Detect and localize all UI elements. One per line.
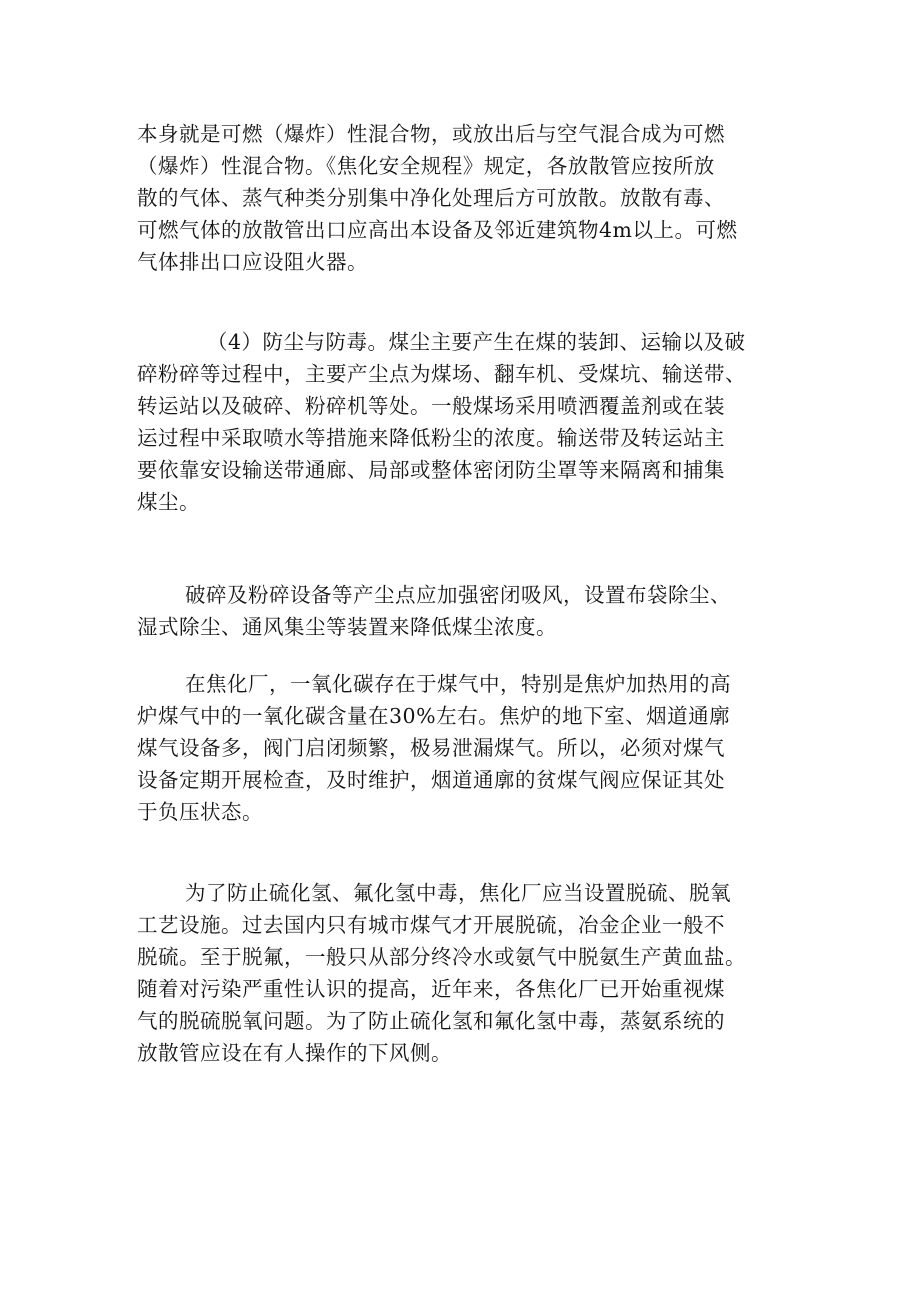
text-line: 本身就是可燃（爆炸）性混合物，或放出后与空气混合成为可燃: [137, 122, 725, 146]
text-line: 湿式除尘、通风集尘等装置来降低煤尘浓度。: [137, 615, 557, 639]
text-line: 为了防止硫化氢、氟化氢中毒，焦化厂应当设置脱硫、脱氧: [185, 881, 731, 905]
text-line: 于负压状态。: [137, 800, 263, 824]
paragraph-desulfurization: [137, 877, 797, 1069]
text-line: 工艺设施。过去国内只有城市煤气才开展脱硫，冶金企业一般不: [137, 913, 725, 937]
text-line: （爆炸）性混合物。《焦化安全规程》规定，各放散管应按所放: [137, 154, 715, 178]
text-line: 放散管应设在有人操作的下风侧。: [137, 1041, 452, 1065]
text-line: 煤尘。: [137, 490, 200, 514]
text-line: 炉煤气中的一氧化碳含量在30%左右。焦炉的地下室、烟道通廓: [137, 704, 731, 728]
text-line: 运过程中采取喷水等措施来降低粉尘的浓度。输送带及转运站主: [137, 426, 725, 450]
text-line: 气体排出口应设阻火器。: [137, 250, 368, 274]
text-line: 煤气设备多，阀门启闭频繁，极易泄漏煤气。所以，必须对煤气: [137, 736, 725, 760]
paragraph-carbon-monoxide: [137, 668, 797, 828]
text-line: 气的脱硫脱氧问题。为了防止硫化氢和氟化氢中毒，蒸氨系统的: [137, 1009, 725, 1033]
text-line: 要依靠安设输送带通廊、局部或整体密闭防尘罩等来隔离和捕集: [137, 458, 725, 482]
text-line: 转运站以及破碎、粉碎机等处。一般煤场采用喷洒覆盖剂或在装: [137, 394, 725, 418]
text-line: 破碎及粉碎设备等产尘点应加强密闭吸风，设置布袋除尘、: [185, 583, 731, 607]
paragraph-flammable-release: [137, 118, 797, 278]
text-line: 在焦化厂，一氧化碳存在于煤气中，特别是焦炉加热用的高: [185, 672, 731, 696]
text-line: 设备定期开展检查，及时维护，烟道通廓的贫煤气阀应保证其处: [137, 768, 725, 792]
text-line: （4）防尘与防毒。煤尘主要产生在煤的装卸、运输以及破: [207, 330, 746, 354]
paragraph-crushing-equipment: [137, 579, 797, 643]
text-line: 碎粉碎等过程中，主要产尘点为煤场、翻车机、受煤坑、输送带、: [137, 362, 746, 386]
text-line: 散的气体、蒸气种类分别集中净化处理后方可放散。放散有毒、: [137, 186, 725, 210]
text-line: 随着对污染严重性认识的提高，近年来，各焦化厂已开始重视煤: [137, 977, 725, 1001]
text-line: 可燃气体的放散管出口应高出本设备及邻近建筑物4m以上。可燃: [137, 218, 738, 242]
paragraph-dust-and-poison: [137, 326, 797, 518]
text-line: 脱硫。至于脱氟，一般只从部分终冷水或氨气中脱氨生产黄血盐。: [137, 945, 746, 969]
